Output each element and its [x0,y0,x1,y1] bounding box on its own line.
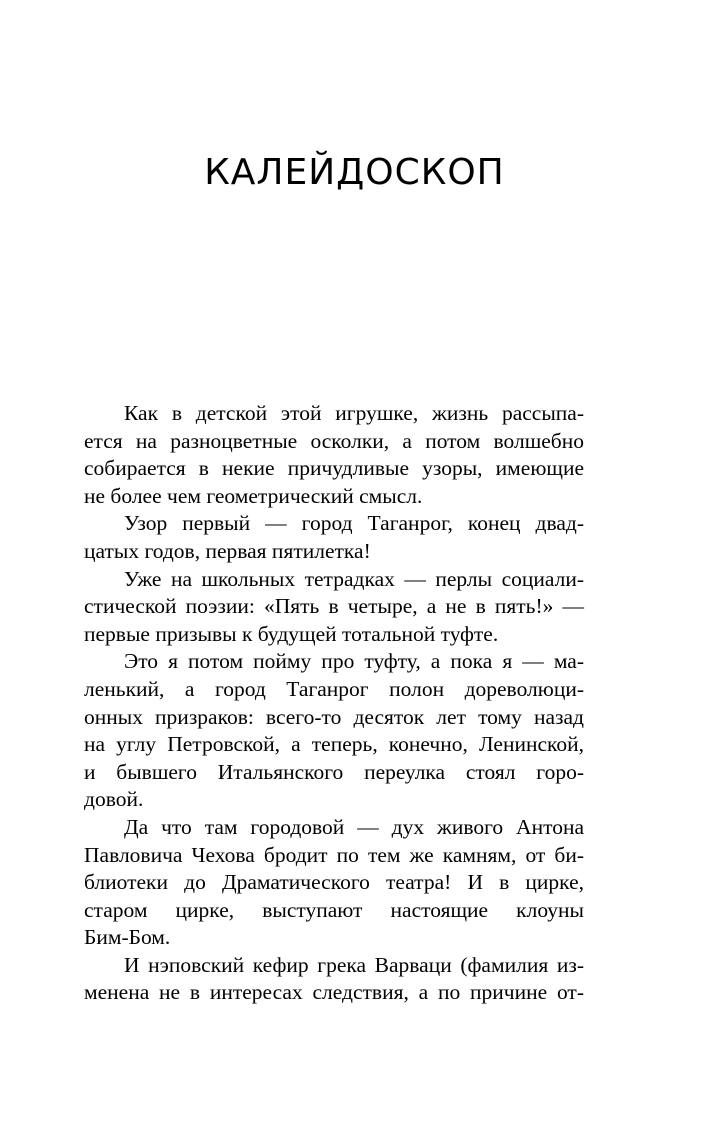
text-line: Уже на школьных тетрадках — перлы социали- [124,566,584,591]
text-line: Бим-Бом. [84,925,171,950]
text-line: собирается в некие причудливые узоры, имеющие [84,456,584,481]
text-line: цатых годов, первая пятилетка! [84,538,371,563]
text-line: довой. [84,787,144,812]
text-line: и бывшего Итальянского переулка стоял горо- [84,759,584,784]
text-line: Это я потом пойму про туфту, а пока я — ма- [124,649,584,674]
paragraph [84,814,584,952]
text-line: первые призывы к будущей тотальной туфте. [84,621,499,646]
paragraph [84,400,584,510]
text-line: Узор первый — город Таганрог, конец двад- [124,511,584,536]
text-line: на углу Петровской, а теперь, конечно, Ленинской, [84,732,584,757]
paragraph [84,648,584,814]
text-line: старом цирке, выступают настоящие клоуны [84,897,584,922]
text-line: И нэповский кефир грека Варваци (фамилия из- [124,952,584,977]
text-line: онных призраков: всего-то десяток лет тому назад [84,704,584,729]
text-line: ленький, а город Таганрог полон дореволюци- [84,676,584,701]
paragraph [84,952,584,1007]
text-line: Павловича Чехова бродит по тем же камням, от би- [84,842,584,867]
text-line: менена не в интересах следствия, а по причине от- [84,980,584,1005]
text-line: Да что там городовой — дух живого Антона [124,814,584,839]
paragraph [84,510,584,565]
paragraph [84,566,584,649]
text-line: ется на разноцветные осколки, а потом волшебно [84,428,584,453]
text-line: стической поэзии: «Пять в четыре, а не в пять!» — [84,594,584,619]
body-text [84,400,584,1007]
chapter-title: КАЛЕЙДОСКОП [204,152,505,193]
text-line: блиотеки до Драматического театра! И в цирке, [84,870,584,895]
text-line: Как в детской этой игрушке, жизнь рассыпа- [124,401,584,425]
text-line: не более чем геометрический смысл. [84,483,423,508]
